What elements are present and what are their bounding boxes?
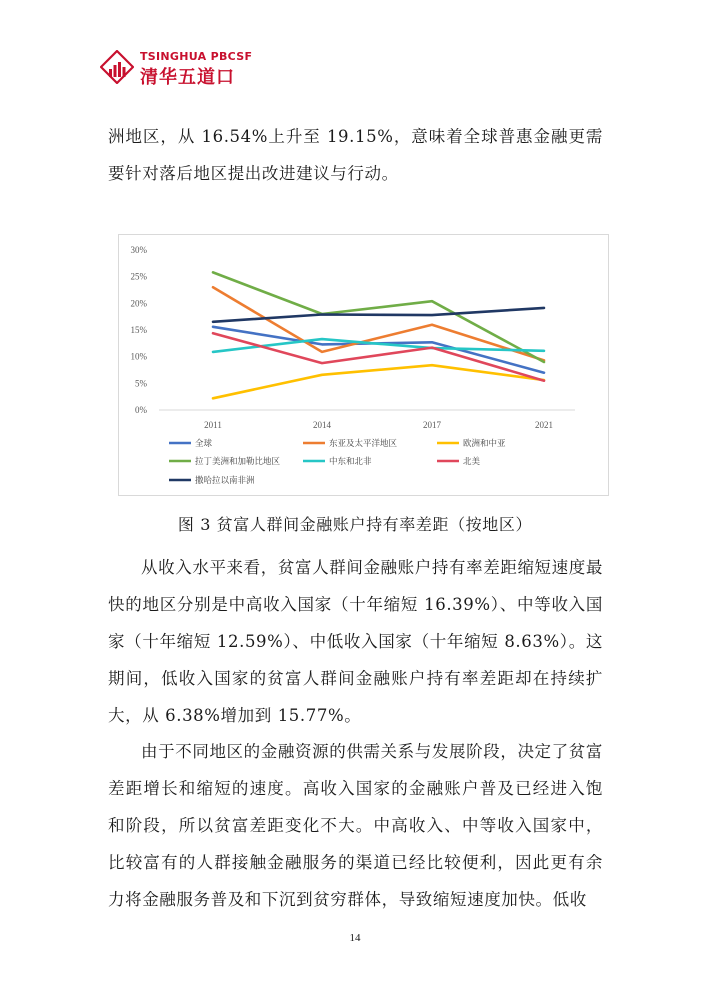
legend-label-3: 拉丁美洲和加勒比地区 <box>195 457 281 467</box>
logo-chinese-text: 清华五道口 <box>140 67 235 88</box>
y-tick-label: 5% <box>135 378 147 389</box>
paragraph-3: 由于不同地区的金融资源的供需关系与发展阶段，决定了贫富差距增长和缩短的速度。高收入国家的金融账户普及已经进入饱和阶段，所以贫富差距变化不大。中高收入、中等收入国家中，比较富有的人群接触金融服务的渠道已经比较便利，因此更有余力将金融服务普及和下沉到贫穷群体，导致缩短速度加快。低收 <box>108 742 603 909</box>
paragraph-1: 洲地区，从 16.54%上升至 19.15%，意味着全球普惠金融更需要针对落后地区提出改进建议与行动。 <box>108 127 603 183</box>
paragraph-2: 从收入水平来看，贫富人群间金融账户持有率差距缩短速度最快的地区分别是中高收入国家（十年缩短 16.39%）、中等收入国家（十年缩短 12.59%）、中低收入国家（十年缩短 8.63%）。这期间，低收入国家的贫富人群间金融账户持有率差距却在持续扩大，从 6.38%增加到 15.77%。 <box>108 558 603 725</box>
legend-label-5: 北美 <box>463 457 481 467</box>
legend-label-2: 欧洲和中亚 <box>463 439 506 449</box>
y-tick-label: 30% <box>130 245 147 255</box>
legend-label-6: 撒哈拉以南非洲 <box>195 476 255 486</box>
x-tick-label: 2014 <box>313 420 331 430</box>
x-tick-label: 2021 <box>535 420 553 430</box>
series-line-2 <box>213 365 544 398</box>
x-tick-label: 2011 <box>204 420 222 430</box>
x-tick-label: 2017 <box>423 420 441 430</box>
logo-mark-icon <box>100 50 134 84</box>
y-tick-label: 0% <box>135 405 147 415</box>
legend-label-4: 中东和北非 <box>329 457 372 467</box>
legend-label-1: 东亚及太平洋地区 <box>329 439 398 449</box>
logo <box>100 46 260 86</box>
y-tick-label: 25% <box>130 271 147 282</box>
figure-caption: 图 3 贫富人群间金融账户持有率差距（按地区） <box>177 515 533 534</box>
line-chart <box>118 234 609 496</box>
y-tick-label: 10% <box>130 351 147 362</box>
y-tick-label: 15% <box>130 325 147 335</box>
series-line-6 <box>213 308 544 322</box>
page-number: 14 <box>349 932 361 944</box>
chart-svg <box>119 235 610 497</box>
legend-label-0: 全球 <box>195 439 213 449</box>
y-tick-label: 20% <box>130 298 147 309</box>
logo-english-text: TSINGHUA PBCSF <box>140 50 253 63</box>
